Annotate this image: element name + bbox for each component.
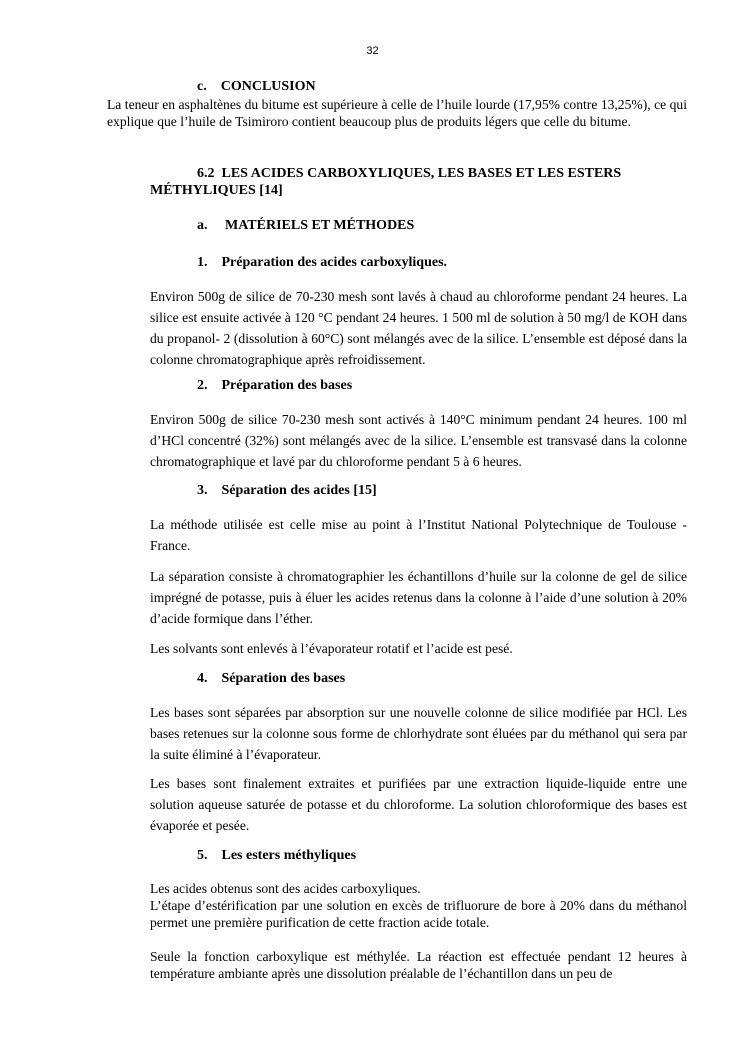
item-2-paragraph-1: Environ 500g de silice 70-230 mesh sont activés à 140°C minimum pendant 24 heures. 100 ml d’HCl concentré (32%) sont mélangés avec de la silice. L’ensemble est transvasé dans la colonne chromatographique et lavé par du chloroforme pendant 5 à 6 heures. <box>150 412 687 469</box>
item-4-paragraph-1: Les bases sont séparées par absorption sur une nouvelle colonne de silice modifiée par HCl. Les bases retenues sur la colonne sous forme de chlorhydrate sont éluées par du méthanol qui sera par la suite éliminé à l’évaporateur. <box>150 705 687 762</box>
item-1-heading <box>197 255 447 271</box>
item-1-number: 1. <box>197 255 208 270</box>
item-2-heading <box>197 378 352 394</box>
item-4-paragraph-2: Les bases sont finalement extraites et purifiées par une extraction liquide-liquide entre une solution aqueuse saturée de potasse et du chloroforme. La solution chloroformique des bases est évaporée et pesée. <box>150 776 687 833</box>
item-4-heading <box>197 671 345 687</box>
item-3-number: 3. <box>197 483 208 498</box>
subsection-heading <box>197 218 414 234</box>
item-5-paragraph-2: L’étape d’estérification par une solution en excès de trifluorure de bore à 20% dans du méthanol permet une première purification de cette fraction acide totale. <box>150 898 687 930</box>
conclusion-letter: c. <box>197 79 207 94</box>
item-2-title: Préparation des bases <box>221 378 353 393</box>
item-1-title: Préparation des acides carboxyliques. <box>221 255 448 270</box>
section-number: 6.2 <box>197 166 215 181</box>
subsection-title: MATÉRIELS ET MÉTHODES <box>225 218 415 233</box>
item-1-paragraph-1: Environ 500g de silice de 70-230 mesh sont lavés à chaud au chloroforme pendant 24 heures. La silice est ensuite activée à 120 °C pendant 24 heures. 1 500 ml de solution à 50 mg/l de KOH dans du propanol- 2 (dissolution à 60°C) sont mélangés avec de la silice. L’ensemble est déposé dans la colonne chromatographique après refroidissement. <box>150 289 687 367</box>
item-4-title: Séparation des bases <box>221 671 346 686</box>
conclusion-text: La teneur en asphaltènes du bitume est supérieure à celle de l’huile lourde (17,95% contre 13,25%), ce qui explique que l’huile de Tsimiroro contient beaucoup plus de produits légers que celle du bitume. <box>107 97 687 129</box>
item-5-heading <box>197 848 356 864</box>
item-5-number: 5. <box>197 848 208 863</box>
item-5-paragraph-3: Seule la fonction carboxylique est méthylée. La réaction est effectuée pendant 12 heures à température ambiante après une dissolution préalable de l’échantillon dans un peu de <box>150 949 687 981</box>
conclusion-heading <box>197 79 316 95</box>
subsection-letter: a. <box>197 218 208 233</box>
item-3-paragraph-3: Les solvants sont enlevés à l’évaporateur rotatif et l’acide est pesé. <box>150 641 513 656</box>
section-title-line1: LES ACIDES CARBOXYLIQUES, LES BASES ET LES ESTERS <box>221 166 622 181</box>
item-5-title: Les esters méthyliques <box>221 848 357 863</box>
item-3-paragraph-1: La méthode utilisée est celle mise au point à l’Institut National Polytechnique de Toulouse - France. <box>150 517 687 553</box>
conclusion-title: CONCLUSION <box>220 79 316 94</box>
item-3-paragraph-2: La séparation consiste à chromatographier les échantillons d’huile sur la colonne de gel de silice imprégné de potasse, puis à éluer les acides retenus dans la colonne à l’aide d’une solution à 20% d’acide formique dans l’éther. <box>150 569 687 626</box>
item-3-title: Séparation des acides [15] <box>221 483 377 498</box>
item-3-heading <box>197 483 377 499</box>
page-number: 32 <box>366 45 379 57</box>
item-2-number: 2. <box>197 378 208 393</box>
item-5-paragraph-1: Les acides obtenus sont des acides carboxyliques. <box>150 881 421 896</box>
section-title-line2: MÉTHYLIQUES [14] <box>150 183 283 198</box>
section-heading-line1 <box>197 166 621 182</box>
item-4-number: 4. <box>197 671 208 686</box>
